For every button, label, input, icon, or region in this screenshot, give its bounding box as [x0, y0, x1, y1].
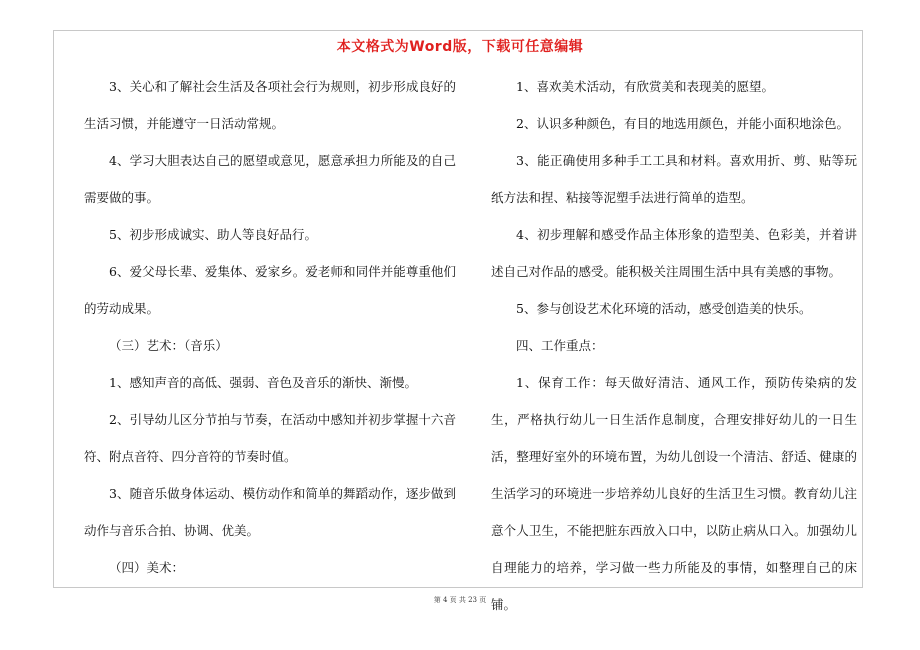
paragraph: 5、参与创设艺术化环境的活动，感受创造美的快乐。 — [516, 301, 812, 316]
paragraph: 3、关心和了解社会生活及各项社会行为规则，初步形成良好的生活习惯，并能遵守一日活动常规。 — [84, 79, 456, 131]
paragraph: 2、认识多种颜色，有目的地选用颜色，并能小面积地涂色。 — [516, 116, 849, 131]
right-column — [491, 68, 857, 623]
left-column — [84, 68, 456, 586]
page-number-footer: 第 4 页 共 23 页 — [433, 596, 487, 604]
paragraph: 1、喜欢美术活动，有欣赏美和表现美的愿望。 — [516, 79, 774, 94]
banner-title: 本文格式为Word版，下载可任意编辑 — [336, 39, 584, 55]
paragraph: 6、爱父母长辈、爱集体、爱家乡。爱老师和同伴并能尊重他们的劳动成果。 — [84, 264, 456, 316]
paragraph: 1、保育工作：每天做好清洁、通风工作，预防传染病的发生，严格执行幼儿一日生活作息制度，合理安排好幼儿的一日生活，整理好室外的环境布置，为幼儿创设一个清洁、舒适、健康的生活学习的环境进一步培养幼儿良好的生活卫生习惯。教育幼儿注意个人卫生，不能把脏东西放入口中，以防止病从口入。加强幼儿自理能力的培养，学习做一些力所能及的事情，如整理自己的床铺。 — [491, 375, 857, 612]
section-heading: （四）美术： — [109, 560, 185, 575]
paragraph: 2、引导幼儿区分节拍与节奏，在活动中感知并初步掌握十六音符、附点音符、四分音符的节奏时值。 — [84, 412, 456, 464]
section-heading: 四、工作重点： — [516, 338, 604, 353]
paragraph: 1、感知声音的高低、强弱、音色及音乐的渐快、渐慢。 — [109, 375, 417, 390]
paragraph: 3、能正确使用多种手工工具和材料。喜欢用折、剪、贴等玩纸方法和捏、粘接等泥塑手法进行简单的造型。 — [491, 153, 857, 205]
paragraph: 4、学习大胆表达自己的愿望或意见，愿意承担力所能及的自己需要做的事。 — [84, 153, 456, 205]
paragraph: 5、初步形成诚实、助人等良好品行。 — [109, 227, 317, 242]
paragraph: 4、初步理解和感受作品主体形象的造型美、色彩美，并着讲述自己对作品的感受。能积极关注周围生活中具有美感的事物。 — [491, 227, 857, 279]
paragraph: 3、随音乐做身体运动、模仿动作和简单的舞蹈动作，逐步做到动作与音乐合拍、协调、优美。 — [84, 486, 456, 538]
section-heading: （三）艺术：（音乐） — [109, 338, 228, 353]
